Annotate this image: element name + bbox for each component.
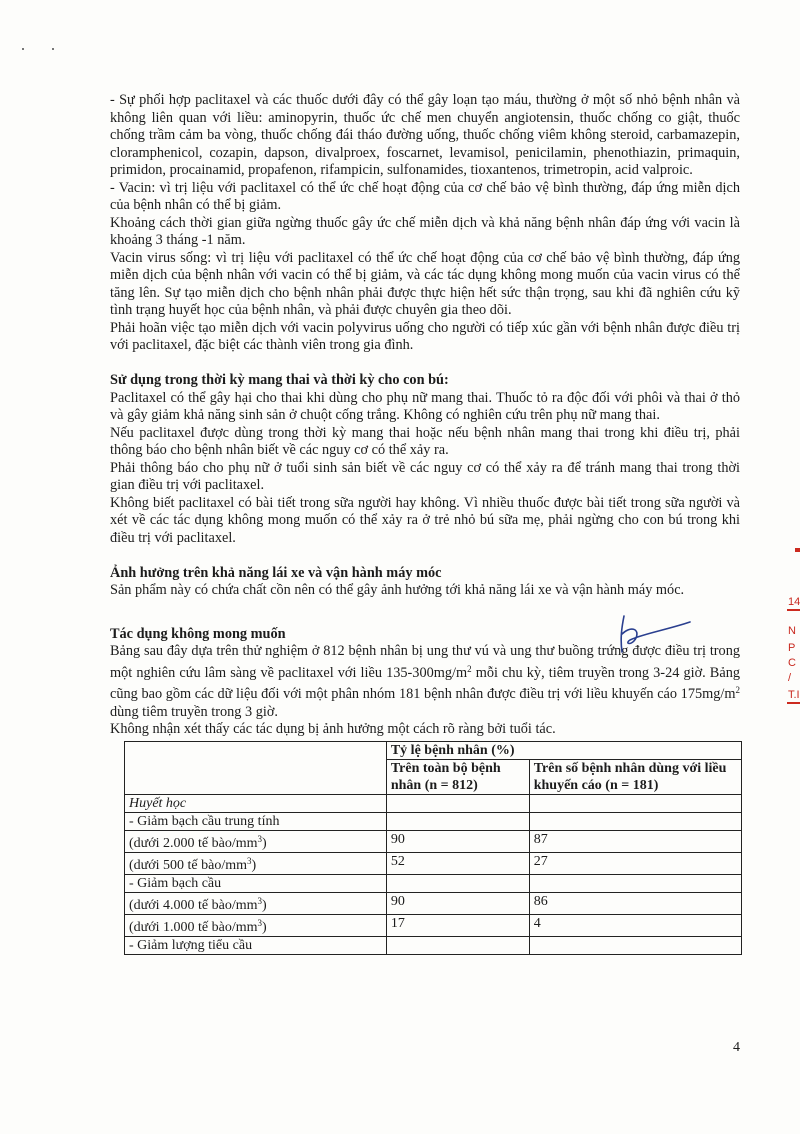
table-group-header: Tỷ lệ bệnh nhân (%) — [386, 741, 741, 759]
adverse-age-note: Không nhận xét thấy các tác dụng bị ảnh hưởng một cách rõ ràng bởi tuổi tác. — [110, 721, 556, 737]
polyvirus-vaccine: Phải hoãn việc tạo miễn dịch với vacin polyvirus uống cho người có tiếp xúc gần với bệnh nhân được điều trị với paclitaxel, đặc biệt các thành viên trong gia đình. — [110, 319, 740, 353]
adverse-intro: Bảng sau đây dựa trên thử nghiệm ở 812 bệnh nhân bị ung thư vú và ung thư buồng trứng được điều trị trong một nghiên cứu lâm sàng về paclitaxel với liều $135-300mg/m^2$ mỗi chu kỳ, tiêm truyền trong 3-24 giờ. Bảng cũng bao gồm các dữ liệu đối với một phân nhóm 181 bệnh nhân được điều trị với liều khuyến cáo $175mg/m^2$ dùng tiêm truyền trong 3 giờ. — [110, 643, 740, 720]
table-row: - Giảm lượng tiểu cầu — [125, 936, 742, 954]
document-body — [110, 92, 740, 955]
pregnancy-paragraph: Nếu paclitaxel được dùng trong thời kỳ mang thai hoặc nếu bệnh nhân mang thai trong khi điều trị, phải thông báo cho bệnh nhân biết về các nguy cơ có thể xảy ra. — [110, 424, 740, 458]
stamp-fragment — [795, 548, 800, 552]
stamp-edge-text: T.I — [788, 689, 800, 701]
stamp-edge-text: N — [788, 625, 796, 637]
scan-speck — [22, 48, 24, 50]
pregnancy-paragraph: Paclitaxel có thể gây hại cho thai khi dùng cho phụ nữ mang thai. Thuốc tỏ ra độc đối với phôi và thai ở thỏ và gây giảm khả năng sinh sản ở chuột cống trắng. Không có nghiên cứu trên phụ nữ mang thai. — [110, 389, 740, 423]
table-row: (dưới 4.000 tế bào/$mm^3$) 90 86 — [125, 892, 742, 914]
table-row: - Giảm bạch cầu trung tính — [125, 812, 742, 830]
stamp-edge-text: 14 — [788, 596, 800, 608]
table-row: (dưới 1.000 tế bào/$mm^3$) 17 4 — [125, 914, 742, 936]
table-col-recommended: Trên số bệnh nhân dùng với liều khuyến cáo (n = 181) — [529, 759, 741, 794]
vaccine-interval: Khoảng cách thời gian giữa ngừng thuốc gây ức chế miễn dịch và khả năng bệnh nhân đáp ứng với vacin là khoảng 3 tháng -1 năm. — [110, 214, 740, 248]
driving-text: Sản phẩm này có chứa chất cồn nên có thể gây ảnh hưởng tới khả năng lái xe và vận hành máy móc. — [110, 582, 685, 598]
adverse-heading: Tác dụng không mong muốn — [110, 625, 286, 642]
stamp-line — [787, 609, 800, 611]
handwritten-signature — [610, 612, 700, 662]
stamp-edge-text: P — [788, 642, 796, 654]
table-row: Huyết học — [125, 794, 742, 812]
adverse-effects-table — [124, 741, 742, 955]
scan-speck — [52, 48, 54, 50]
interaction-blood-disorders: - Sự phối hợp paclitaxel và các thuốc dưới đây có thể gây loạn tạo máu, thường ở một số nhỏ bệnh nhân và không liên quan với liều: aminopyrin, thuốc ức chế men chuyển angiotensin, thuốc chống co giật, thuốc chống trầm cảm ba vòng, thuốc chống đái tháo đường uống, thuốc chống viêm không steroid, carbamazepin, cloramphenicol, cozapin, dapson, divalproex, foscarnet, levamisol, penicilamin, phenothiazin, primaquin, primidon, procainamid, propafenon, rifampicin, sulfonamides, tioxantenos, trimetropin, acid valproic. — [110, 92, 740, 178]
interaction-vaccine: - Vacin: vì trị liệu với paclitaxel có thể ức chế hoạt động của cơ chế bảo vệ bình thường, đáp ứng miễn dịch của bệnh nhân có thể bị giảm. — [110, 179, 740, 213]
table-row: - Giảm bạch cầu — [125, 874, 742, 892]
table-row: (dưới 2.000 tế bào/$mm^3$) 90 87 — [125, 830, 742, 852]
stamp-line — [787, 702, 800, 704]
stamp-edge-text: C — [788, 657, 796, 669]
pregnancy-paragraph: Phải thông báo cho phụ nữ ở tuổi sinh sản biết về các nguy cơ có thể xảy ra để tránh mang thai trong thời gian điều trị với paclitaxel. — [110, 459, 740, 493]
driving-heading: Ảnh hưởng trên khả năng lái xe và vận hành máy móc — [110, 564, 442, 581]
page-number: 4 — [733, 1040, 740, 1055]
live-virus-vaccine: Vacin virus sống: vì trị liệu với paclitaxel có thể ức chế hoạt động của cơ chế bảo vệ bình thường, đáp ứng miễn dịch của bệnh nhân với vacin có thể bị giảm, và các tác dụng không mong muốn của vacin virus có thể tăng lên. Sự tạo miễn dịch cho bệnh nhân phải được thực hiện hết sức thận trọng, sau khi đã nghiên cứu kỹ tình trạng huyết học của bệnh nhân, và phải được chuyên gia theo dõi. — [110, 249, 740, 318]
pregnancy-heading: Sử dụng trong thời kỳ mang thai và thời kỳ cho con bú: — [110, 372, 449, 388]
table-col-all: Trên toàn bộ bệnh nhân (n = 812) — [386, 759, 529, 794]
table-corner-cell — [125, 741, 387, 794]
stamp-edge-text: / — [788, 672, 792, 684]
lactation-paragraph: Không biết paclitaxel có bài tiết trong sữa người hay không. Vì nhiều thuốc được bài tiết trong sữa người và xét về các tác dụng không mong muốn có thể xảy ra ở trẻ nhỏ bú sữa mẹ, phải ngừng cho con bú trong khi điều trị với paclitaxel. — [110, 494, 740, 546]
table-row: (dưới 500 tế bào/$mm^3$) 52 27 — [125, 852, 742, 874]
